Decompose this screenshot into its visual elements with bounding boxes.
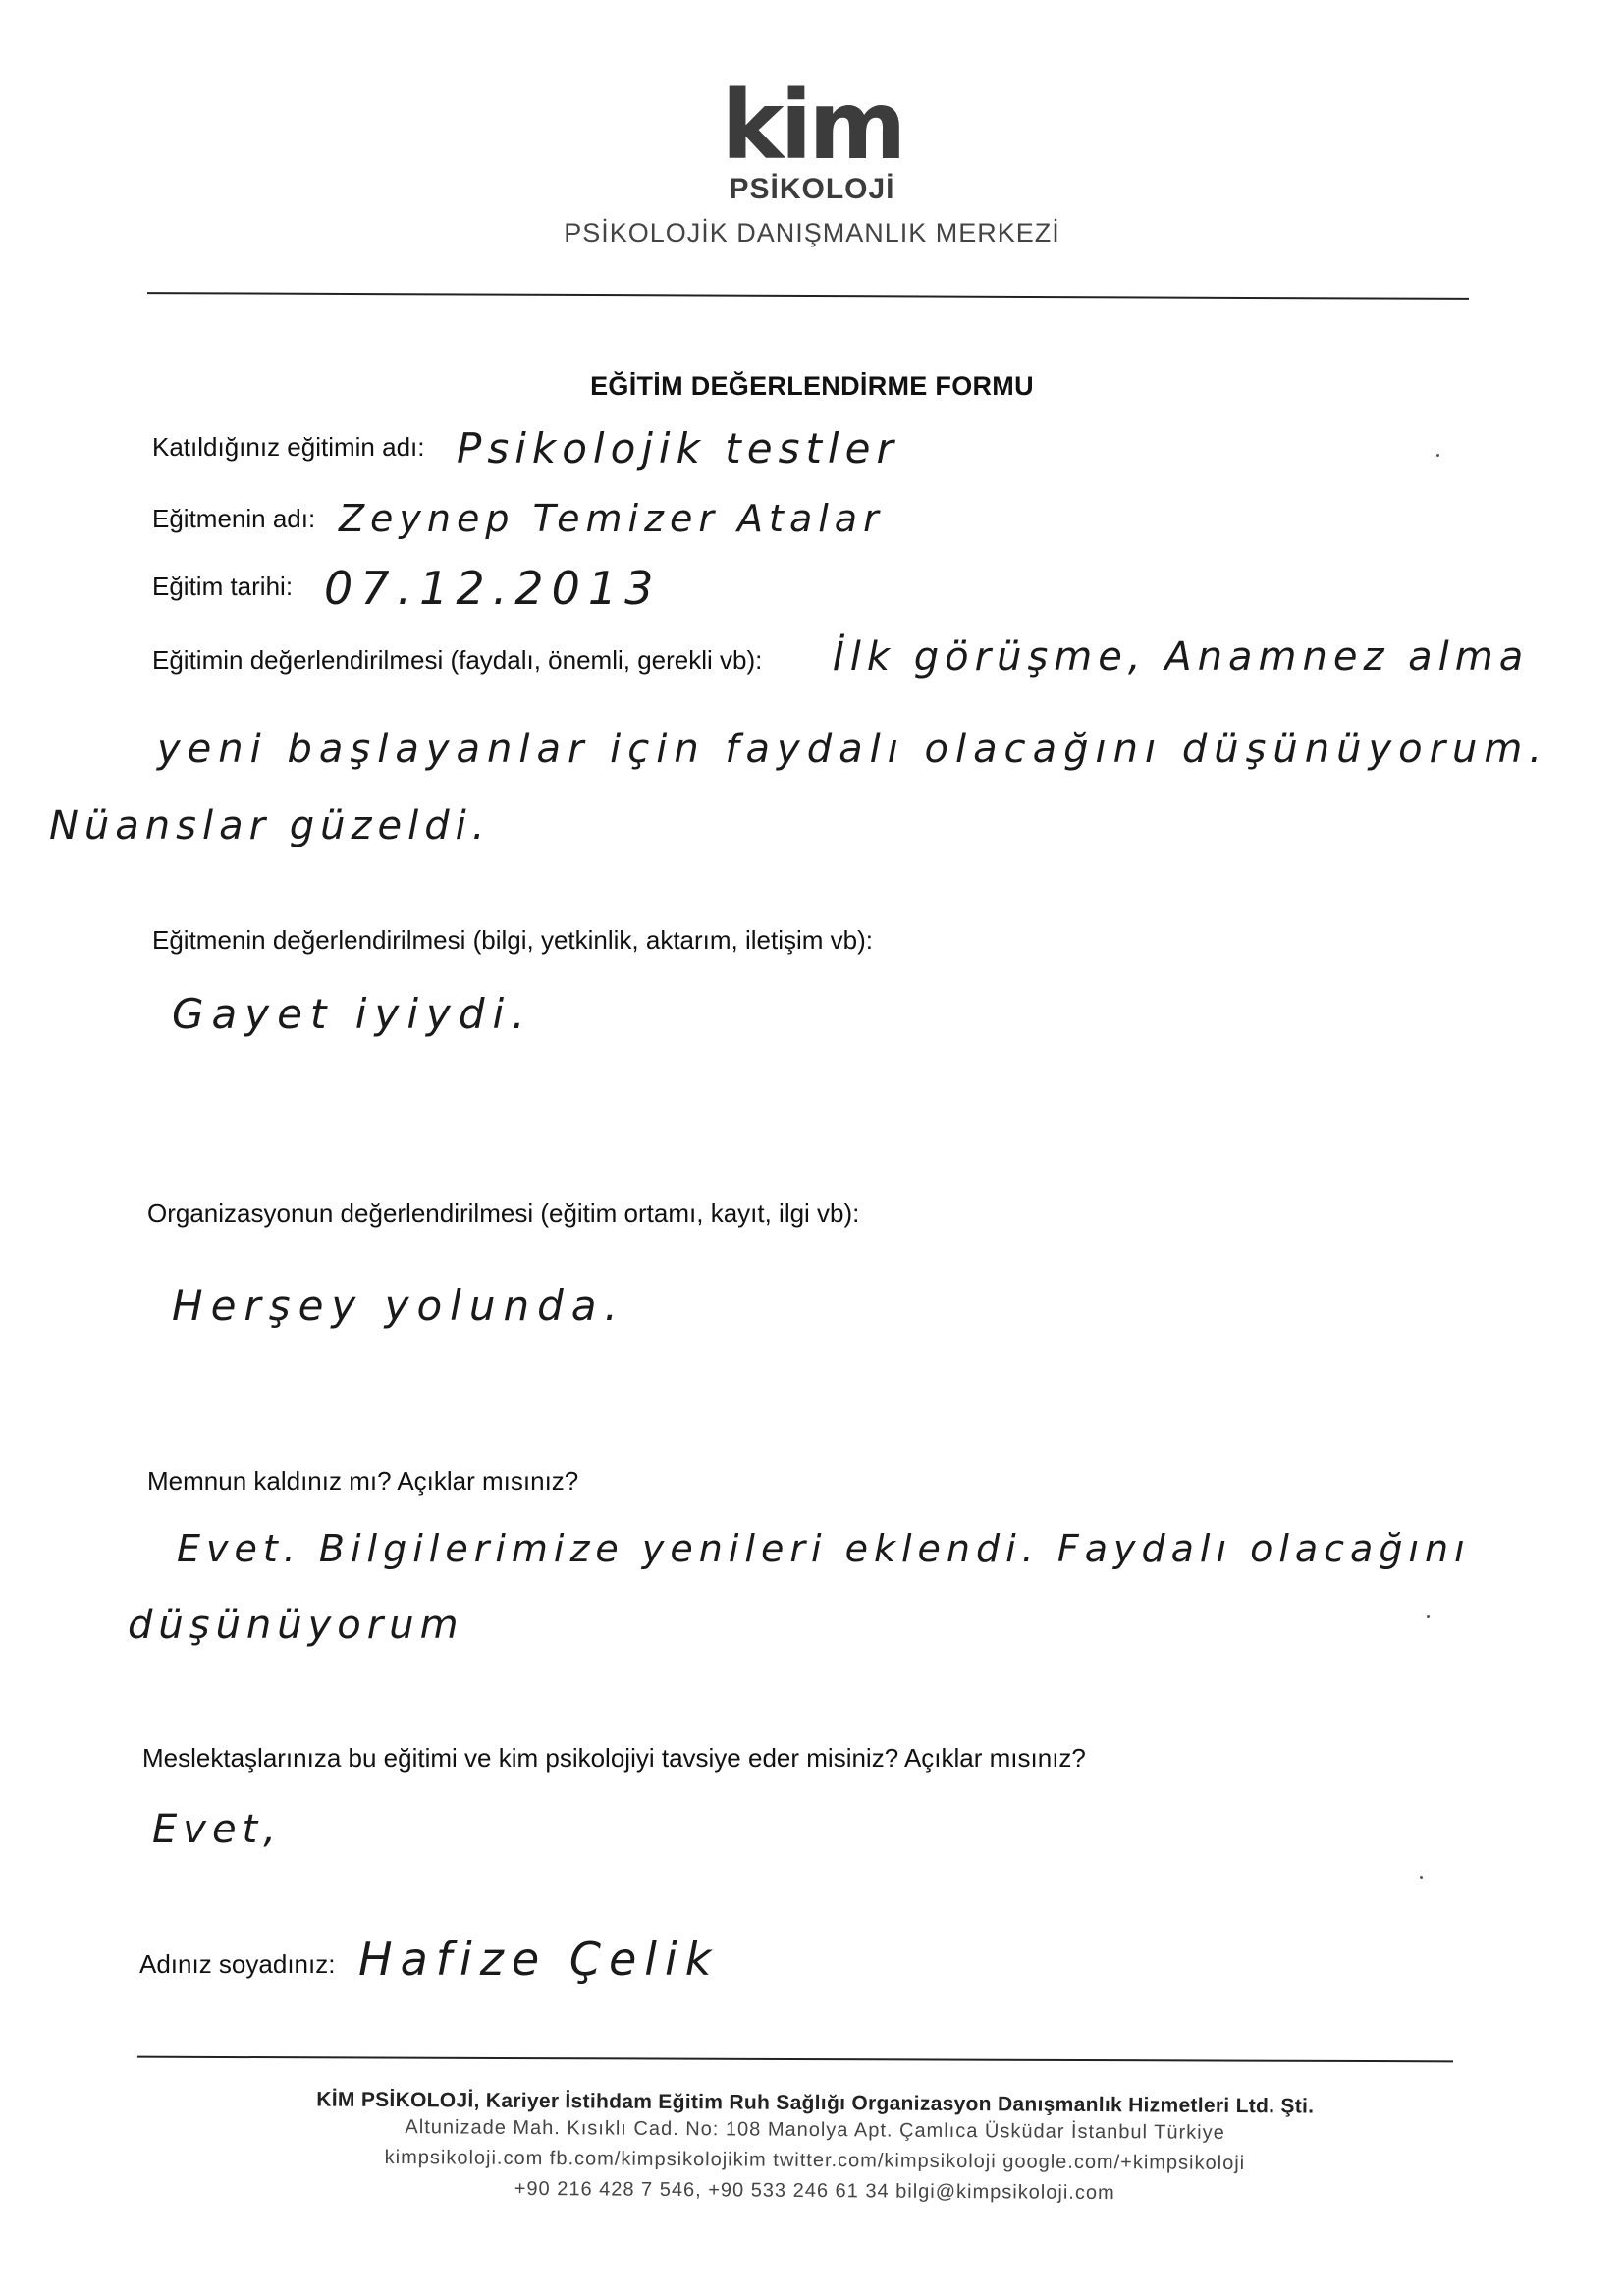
scan-speck (1436, 454, 1439, 457)
footer-company: KİM PSİKOLOJİ, Kariyer İstihdam Eğitim Ruh Sağlığı Organizasyon Danışmanlık Hizmetleri Ltd. Şti. (316, 2088, 1315, 2118)
training-name-value: Psikolojik testler (457, 424, 899, 472)
footer-divider (137, 2056, 1453, 2063)
training-name-label: Katıldığınız eğitimin adı: (152, 432, 425, 462)
footer-contact: +90 216 428 7 546, +90 533 246 61 34 bilgi@kimpsikoloji.com (514, 2177, 1115, 2205)
trainer-eval-label: Eğitmenin değerlendirilmesi (bilgi, yetkinlik, aktarım, iletişim vb): (152, 925, 874, 955)
training-eval-line1: İlk görüşme, Anamnez alma (833, 634, 1530, 680)
footer-address: Altunizade Mah. Kısıklı Cad. No: 108 Manolya Apt. Çamlıca Üsküdar İstanbul Türkiye (405, 2116, 1225, 2144)
form-title: EĞİTİM DEĞERLENDİRME FORMU (590, 371, 1034, 401)
org-eval-label: Organizasyonun değerlendirilmesi (eğitim ortamı, kayıt, ilgi vb): (147, 1198, 860, 1228)
training-eval-line3: Nüanslar güzeldi. (49, 803, 491, 848)
training-eval-label: Eğitimin değerlendirilmesi (faydalı, önemli, gerekli vb): (152, 645, 763, 675)
header-divider (147, 292, 1469, 300)
trainer-name-value: Zeynep Temizer Atalar (339, 497, 885, 540)
org-eval-value: Herşey yolunda. (172, 1282, 625, 1330)
satisfaction-line2: düşünüyorum (128, 1603, 464, 1648)
logo (0, 71, 1624, 248)
center-name: PSİKOLOJİK DANIŞMANLIK MERKEZİ (564, 218, 1060, 247)
logo-subtitle: PSİKOLOJİ (729, 173, 895, 205)
footer (196, 2088, 1435, 2212)
training-eval-line2: yeni başlayanlar için faydalı olacağını düşünüyorum. (157, 727, 1549, 772)
logo-mark: kim (721, 71, 903, 181)
footer-web: kimpsikoloji.com fb.com/kimpsikolojikim twitter.com/kimpsikoloji google.com/+kimpsikoloji (384, 2146, 1246, 2175)
recommend-label: Meslektaşlarınıza bu eğitimi ve kim psikolojiyi tavsiye eder misiniz? Açıklar mısınız? (142, 1743, 1086, 1773)
scan-speck (1420, 1876, 1423, 1879)
recommend-value: Evet, (152, 1807, 282, 1852)
training-date-label: Eğitim tarihi: (152, 572, 294, 601)
satisfaction-label: Memnun kaldınız mı? Açıklar mısınız? (147, 1466, 579, 1496)
satisfaction-line1: Evet. Bilgilerimize yenileri eklendi. Faydalı olacağını (177, 1527, 1471, 1570)
training-date-value: 07.12.2013 (324, 562, 662, 615)
trainer-name-label: Eğitmenin adı: (152, 504, 316, 533)
trainer-eval-value: Gayet iyiydi. (172, 990, 533, 1038)
fullname-value: Hafize Çelik (358, 1933, 720, 1986)
fullname-label: Adınız soyadınız: (139, 1949, 336, 1979)
scan-speck (1427, 1615, 1430, 1618)
